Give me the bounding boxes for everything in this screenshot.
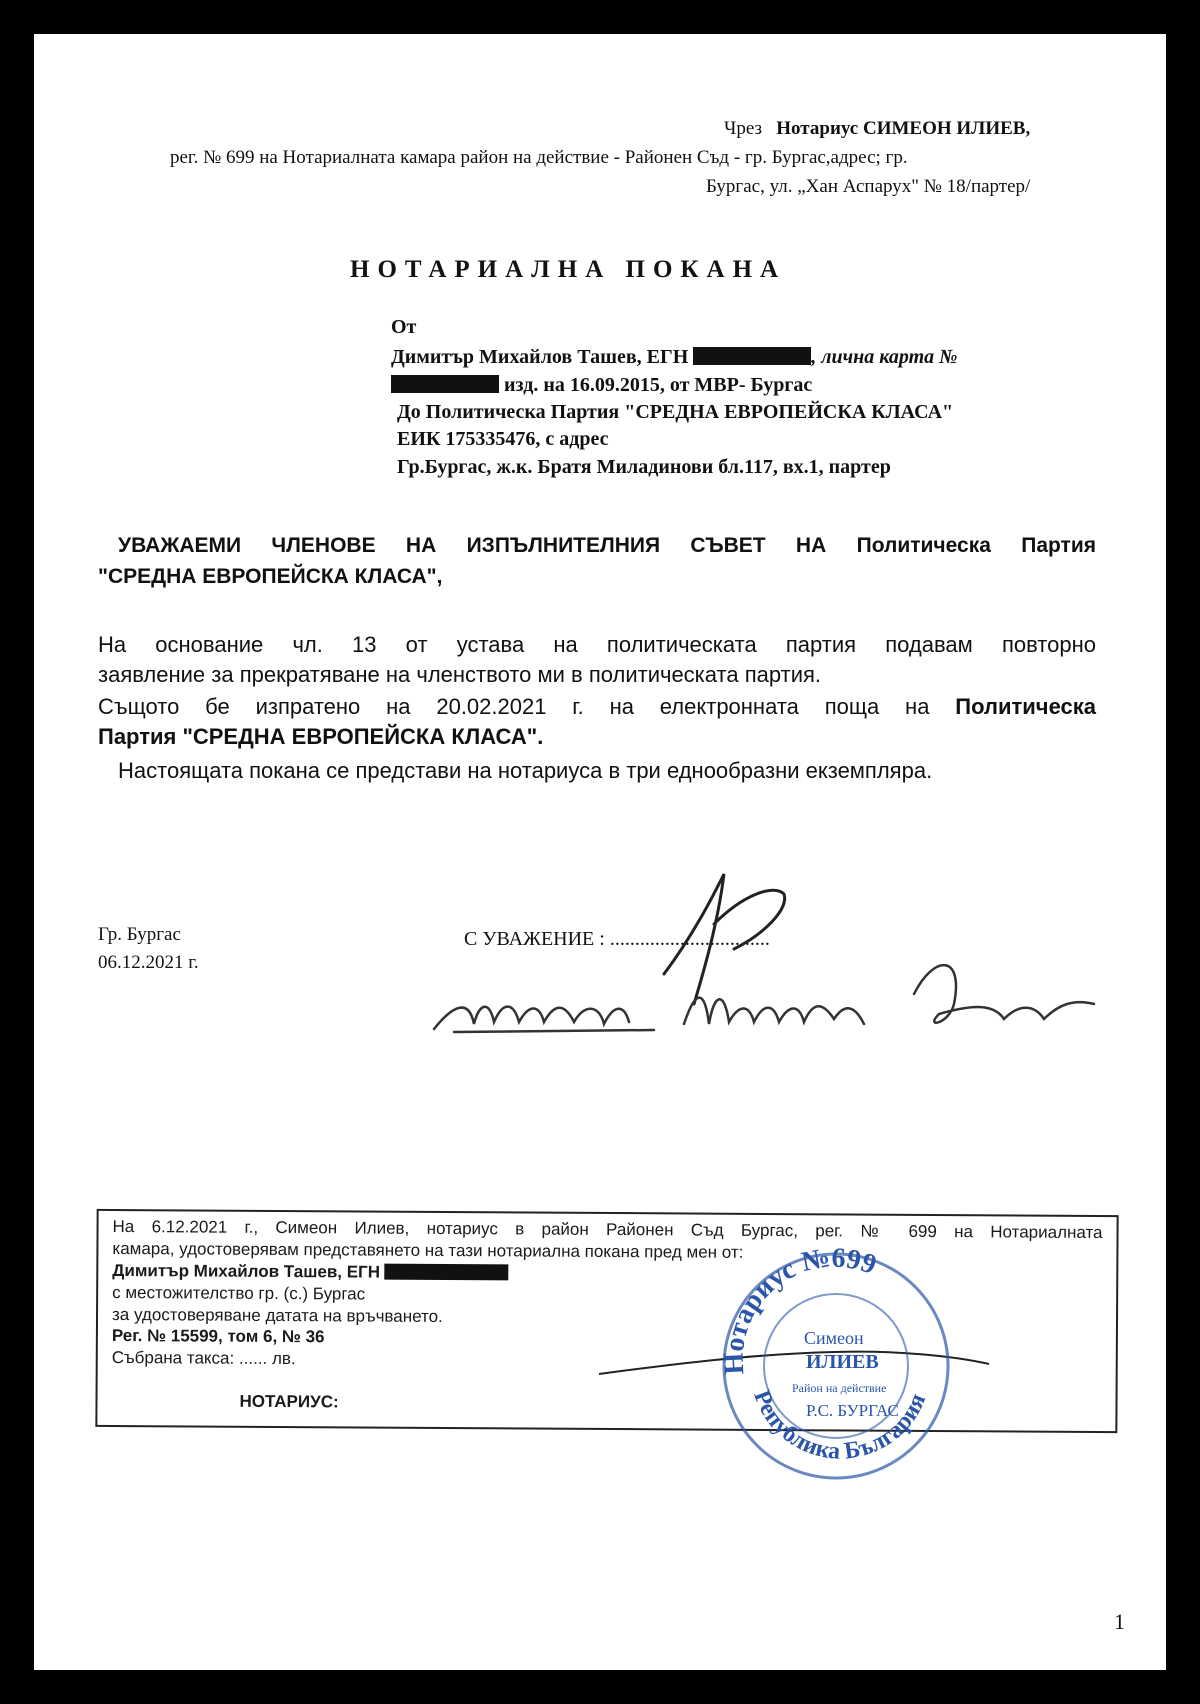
sender-name-egn: Димитър Михайлов Ташев, ЕГН [391, 346, 689, 368]
body-p2-text: Същото бе изпратено на 20.02.2021 г. на електронната поща на [98, 694, 930, 719]
notary-certification-box [95, 1209, 1118, 1433]
closing-regards: С УВАЖЕНИЕ : ................................ [464, 928, 770, 950]
stamp-outer-top: Нотариус №699 [718, 1244, 881, 1376]
document-page [34, 34, 1166, 1670]
closing-city: Гр. Бургас [98, 924, 181, 945]
notary-box-line5: за удостоверяване датата на връчването. [111, 1304, 443, 1326]
from-issued-line [391, 374, 812, 397]
handwritten-signature [394, 854, 1114, 1044]
body-p2-line1 [98, 694, 1096, 720]
to-line: До Политическа Партия "СРЕДНА ЕВРОПЕЙСКА КЛАСА" [397, 401, 954, 423]
document-title: НОТАРИАЛНА ПОКАНА [350, 256, 787, 283]
salutation-party: Политическа Партия [856, 534, 1097, 557]
notary-box-person: Димитър Михайлов Ташев, ЕГН [112, 1260, 381, 1282]
body-p1-line2: заявление за прекратяване на членството ми в политическата партия. [98, 662, 822, 687]
from-label: От [391, 316, 417, 338]
notary-name: Нотариус СИМЕОН ИЛИЕВ, [776, 118, 1031, 139]
id-card-label: , лична карта № [811, 346, 958, 368]
eik-line: ЕИК 175335476, с адрес [397, 428, 609, 450]
stamp-inner-2: ИЛИЕВ [806, 1351, 879, 1373]
stamp-outer-bottom: Република България [748, 1386, 932, 1465]
from-name-line [391, 346, 957, 369]
notary-box-line2: камара, удостоверявам представянето на тази нотариална покана пред мен от: [112, 1238, 744, 1262]
notary-box-line3 [112, 1261, 509, 1283]
page-number: 1 [1114, 1609, 1125, 1634]
redacted-egn [693, 347, 811, 365]
salutation-text: УВАЖАЕМИ ЧЛЕНОВЕ НА ИЗПЪЛНИТЕЛНИЯ СЪВЕТ НА [118, 534, 827, 557]
address-line: Гр.Бургас, ж.к. Братя Миладинови бл.117, вх.1, партер [397, 456, 891, 478]
header-line2: рег. № 699 на Нотариалната камара район на действие - Районен Съд - гр. Бургас,адрес; гр. [170, 147, 908, 168]
stamp-inner-3: Район на действие [792, 1381, 887, 1395]
stamp-inner-1: Симеон [804, 1328, 864, 1348]
salutation-line2: "СРЕДНА ЕВРОПЕЙСКА КЛАСА", [98, 565, 443, 588]
notary-box-line4: с местожителство гр. (с.) Бургас [112, 1282, 366, 1304]
notary-box-line1: На 6.12.2021 г., Симеон Илиев, нотариус в район Районен Съд Бургас, рег. № 699 на Нотариалната [112, 1216, 1103, 1243]
body-p2-party: Политическа [955, 694, 1096, 719]
notary-stamp [714, 1244, 954, 1484]
header-line3: Бургас, ул. „Хан Аспарух" № 18/партер/ [706, 176, 1031, 197]
body-p3: Настоящата покана се представи на нотариуса в три еднообразни екземпляра. [118, 758, 933, 783]
issued-text: изд. на 16.09.2015, от МВР- Бургас [504, 374, 813, 396]
notary-box-line6: Рег. № 15599, том 6, № 36 [111, 1325, 325, 1347]
redacted-id-card [391, 375, 499, 393]
closing-date: 06.12.2021 г. [98, 952, 199, 973]
salutation-line1 [118, 534, 1096, 558]
stamp-inner-4: Р.С. БУРГАС [806, 1401, 899, 1420]
notary-box-line8: НОТАРИУС: [239, 1391, 339, 1412]
notary-box-line7: Събрана такса: ...... лв. [111, 1347, 296, 1369]
via-label: Чрез [724, 118, 763, 139]
body-p1-line1: На основание чл. 13 от устава на политическата партия подавам повторно [98, 632, 1096, 657]
body-p2-line2: Партия "СРЕДНА ЕВРОПЕЙСКА КЛАСА". [98, 724, 544, 749]
redacted-egn-box [385, 1264, 509, 1281]
header-line1 [724, 118, 1030, 140]
